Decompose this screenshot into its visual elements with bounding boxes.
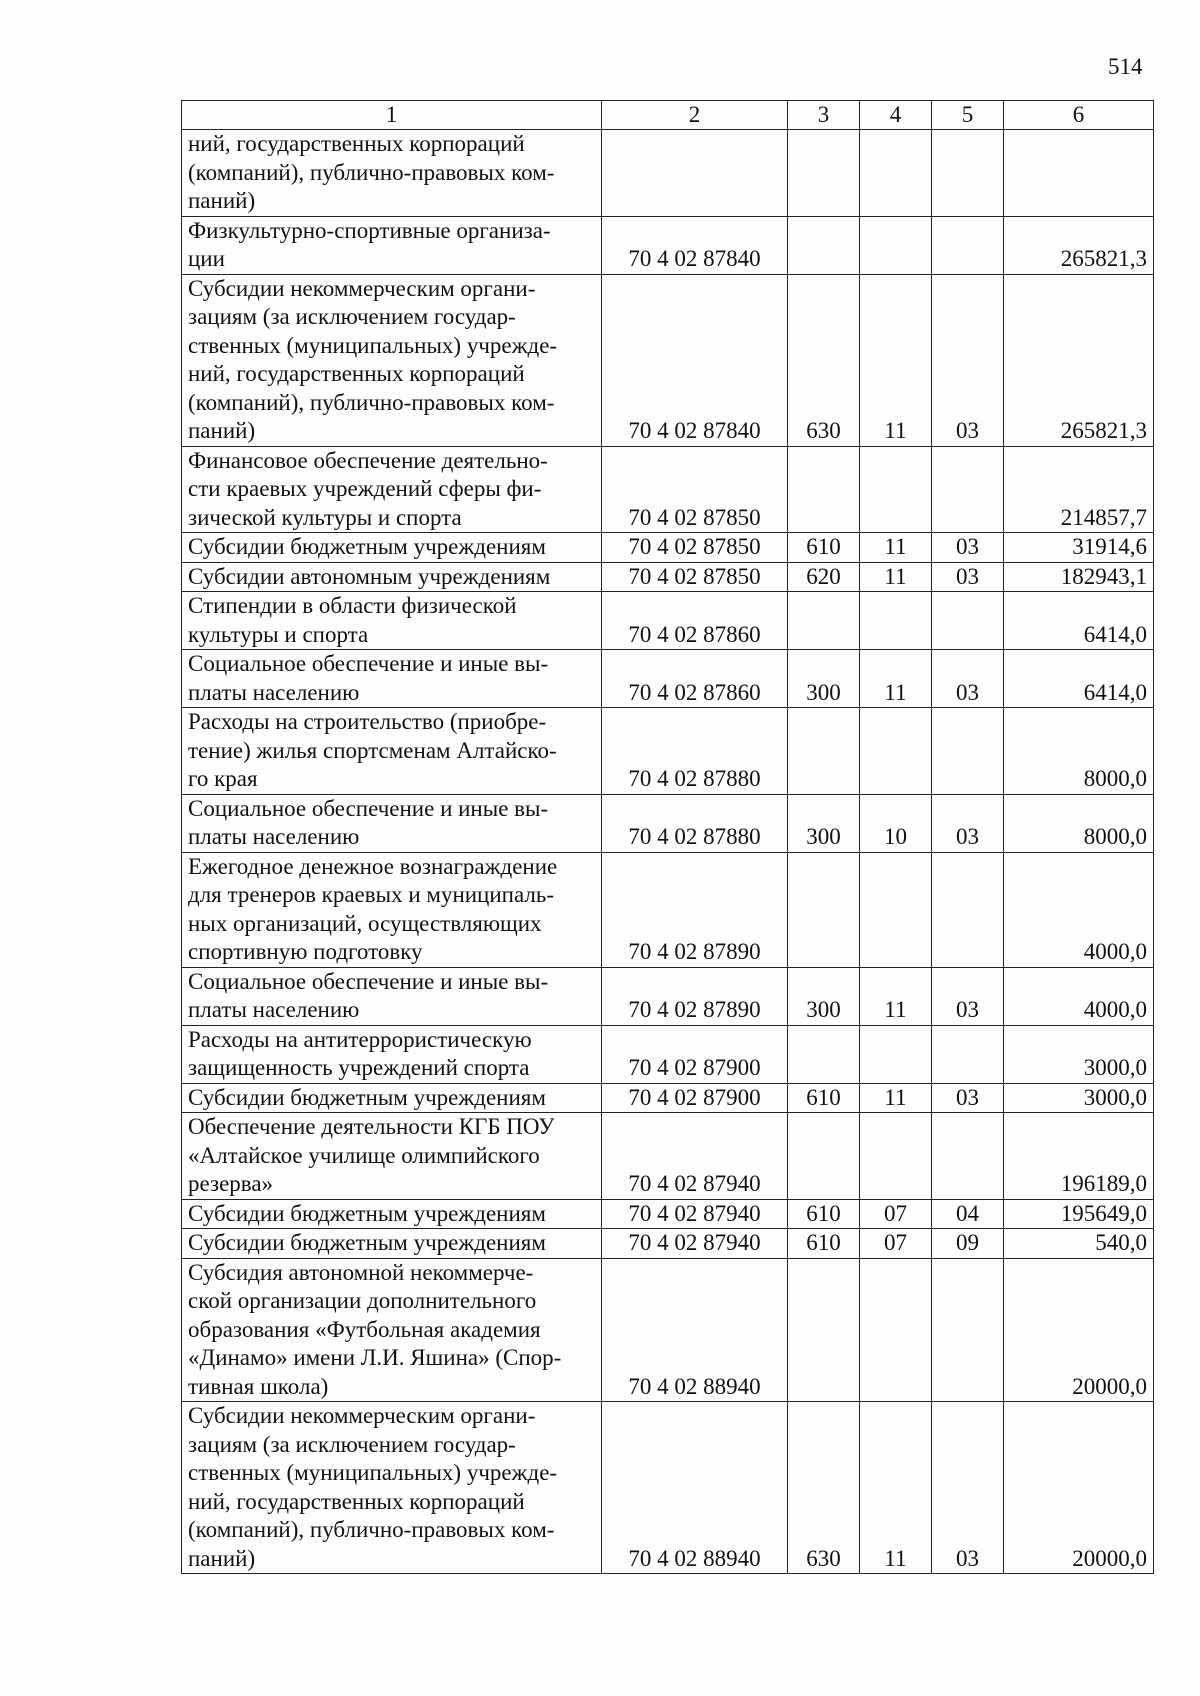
section-cell: 11 — [860, 650, 932, 708]
target-code-cell: 70 4 02 87860 — [602, 592, 788, 650]
amount-cell — [1004, 130, 1154, 217]
amount-cell: 8000,0 — [1004, 794, 1154, 852]
expense-name-line: ний, государственных корпораций — [188, 131, 525, 156]
expense-name-line: ных организаций, осуществляющих — [188, 910, 542, 936]
table-row — [182, 592, 1154, 650]
target-code-cell: 70 4 02 87940 — [602, 1199, 788, 1229]
expense-name-line: тение) жилья спортсменам Алтайско- — [188, 737, 557, 763]
subsection-cell — [932, 708, 1004, 795]
target-code-cell: 70 4 02 87880 — [602, 708, 788, 795]
subsection-cell: 03 — [932, 794, 1004, 852]
target-code-cell: 70 4 02 87840 — [602, 216, 788, 274]
subsection-cell — [932, 1113, 1004, 1200]
expense-name-line: Социальное обеспечение и иные вы- — [188, 795, 549, 821]
expense-name-cell — [182, 533, 602, 563]
section-cell: 07 — [860, 1229, 932, 1259]
expense-name-line: зациям (за исключением государ- — [188, 304, 516, 329]
amount-cell: 182943,1 — [1004, 562, 1154, 592]
expense-name-line: резерва» — [188, 1171, 274, 1196]
expense-name-line: ний, государственных корпораций — [188, 361, 525, 386]
expense-name-line: «Алтайское училище олимпийского — [188, 1142, 540, 1168]
expense-name-line: платы населению — [188, 824, 360, 849]
section-cell: 11 — [860, 533, 932, 563]
subsection-cell — [932, 216, 1004, 274]
expense-name-cell — [182, 562, 602, 592]
expense-name-line: для тренеров краевых и муниципаль- — [188, 882, 555, 907]
target-code-cell: 70 4 02 87900 — [602, 1083, 788, 1113]
subsection-cell: 03 — [932, 1083, 1004, 1113]
table-row — [182, 1258, 1154, 1402]
expense-type-cell: 610 — [788, 1229, 860, 1259]
amount-cell: 3000,0 — [1004, 1083, 1154, 1113]
expense-name-line: образования «Футбольная академия — [188, 1316, 541, 1342]
amount-cell: 196189,0 — [1004, 1113, 1154, 1200]
expense-name-line: платы населению — [188, 679, 360, 705]
expense-name-cell — [182, 1025, 602, 1083]
expense-name-cell — [182, 592, 602, 650]
target-code-cell: 70 4 02 87890 — [602, 852, 788, 967]
expense-type-cell — [788, 708, 860, 795]
table-row — [182, 1229, 1154, 1259]
table-row — [182, 1113, 1154, 1200]
amount-cell: 4000,0 — [1004, 967, 1154, 1025]
expense-name-line: спортивную подготовку — [188, 939, 423, 964]
expense-name-line: паний) — [188, 418, 256, 443]
amount-cell: 20000,0 — [1004, 1258, 1154, 1402]
table-row — [182, 216, 1154, 274]
section-cell — [860, 1258, 932, 1402]
amount-cell: 20000,0 — [1004, 1402, 1154, 1574]
table-row — [182, 274, 1154, 446]
expense-name-line: Субсидии бюджетным учреждениям — [188, 1230, 546, 1255]
expense-name-cell — [182, 967, 602, 1025]
expense-name-line: зациям (за исключением государ- — [188, 1431, 516, 1457]
expense-type-cell — [788, 1025, 860, 1083]
expense-name-line: Субсидии бюджетным учреждениям — [188, 1200, 546, 1226]
expense-type-cell — [788, 592, 860, 650]
expense-name-line: защищенность учреждений спорта — [188, 1055, 530, 1080]
table-row — [182, 533, 1154, 563]
header-row — [182, 101, 1154, 130]
page-number: 514 — [1108, 54, 1143, 79]
subsection-cell — [932, 130, 1004, 217]
expense-type-cell — [788, 446, 860, 533]
expense-name-line: Субсидия автономной некоммерче- — [188, 1259, 534, 1285]
expense-name-line: Социальное обеспечение и иные вы- — [188, 968, 549, 994]
expense-name-cell — [182, 1199, 602, 1229]
expense-name-cell — [182, 1113, 602, 1200]
section-cell: 10 — [860, 794, 932, 852]
expense-name-line: тивная школа) — [188, 1373, 329, 1399]
section-cell: 11 — [860, 274, 932, 446]
expense-name-line: (компаний), публично-правовых ком- — [188, 389, 555, 415]
expense-name-line: паний) — [188, 188, 256, 213]
section-cell: 11 — [860, 1402, 932, 1574]
amount-cell: 6414,0 — [1004, 650, 1154, 708]
subsection-cell — [932, 446, 1004, 533]
expense-name-line: ции — [188, 246, 225, 271]
expense-type-cell — [788, 1113, 860, 1200]
expense-name-line: Субсидии автономным учреждениям — [188, 563, 551, 589]
subsection-cell — [932, 1025, 1004, 1083]
section-cell — [860, 592, 932, 650]
target-code-cell: 70 4 02 87880 — [602, 794, 788, 852]
section-cell — [860, 708, 932, 795]
amount-cell: 8000,0 — [1004, 708, 1154, 795]
expense-name-line: ний, государственных корпораций — [188, 1488, 525, 1514]
table-row — [182, 708, 1154, 795]
expense-type-cell — [788, 852, 860, 967]
target-code-cell: 70 4 02 87850 — [602, 533, 788, 563]
amount-cell: 540,0 — [1004, 1229, 1154, 1259]
table-row — [182, 967, 1154, 1025]
expense-name-line: платы населению — [188, 997, 360, 1022]
table-row — [182, 446, 1154, 533]
expense-name-line: Финансовое обеспечение деятельно- — [188, 447, 548, 473]
expense-type-cell: 300 — [788, 967, 860, 1025]
target-code-cell: 70 4 02 87850 — [602, 446, 788, 533]
expense-type-cell: 610 — [788, 1083, 860, 1113]
table-body — [182, 130, 1154, 1574]
table-row — [182, 562, 1154, 592]
table-row — [182, 1199, 1154, 1229]
subsection-cell — [932, 852, 1004, 967]
expense-type-cell — [788, 130, 860, 217]
expense-type-cell: 300 — [788, 794, 860, 852]
table-row — [182, 1025, 1154, 1083]
expense-name-cell — [182, 1402, 602, 1574]
amount-cell: 265821,3 — [1004, 274, 1154, 446]
table-row — [182, 1402, 1154, 1574]
expense-name-line: Субсидии некоммерческим органи- — [188, 1403, 536, 1428]
target-code-cell: 70 4 02 87940 — [602, 1113, 788, 1200]
subsection-cell: 03 — [932, 562, 1004, 592]
expense-name-line: (компаний), публично-правовых ком- — [188, 1517, 555, 1542]
table-row — [182, 130, 1154, 217]
target-code-cell: 70 4 02 87940 — [602, 1229, 788, 1259]
expense-name-line: Субсидии некоммерческим органи- — [188, 275, 536, 301]
table-row — [182, 794, 1154, 852]
column-header: 4 — [860, 101, 932, 130]
target-code-cell: 70 4 02 87860 — [602, 650, 788, 708]
target-code-cell: 70 4 02 88940 — [602, 1258, 788, 1402]
expense-name-cell — [182, 1083, 602, 1113]
subsection-cell: 03 — [932, 967, 1004, 1025]
subsection-cell: 03 — [932, 1402, 1004, 1574]
expense-name-cell — [182, 446, 602, 533]
section-cell — [860, 1025, 932, 1083]
amount-cell: 31914,6 — [1004, 533, 1154, 563]
column-header: 1 — [182, 101, 602, 130]
expense-name-cell — [182, 1229, 602, 1259]
expense-name-cell — [182, 274, 602, 446]
amount-cell: 6414,0 — [1004, 592, 1154, 650]
expense-type-cell: 630 — [788, 274, 860, 446]
target-code-cell: 70 4 02 87900 — [602, 1025, 788, 1083]
amount-cell: 195649,0 — [1004, 1199, 1154, 1229]
subsection-cell — [932, 592, 1004, 650]
expense-type-cell — [788, 1258, 860, 1402]
expense-name-cell — [182, 852, 602, 967]
expense-type-cell — [788, 216, 860, 274]
expense-type-cell: 300 — [788, 650, 860, 708]
expense-name-line: паний) — [188, 1545, 256, 1571]
section-cell — [860, 852, 932, 967]
expense-name-line: Социальное обеспечение и иные вы- — [188, 651, 549, 676]
column-header: 5 — [932, 101, 1004, 130]
expense-name-line: Ежегодное денежное вознаграждение — [188, 853, 558, 879]
section-cell: 11 — [860, 1083, 932, 1113]
section-cell — [860, 1113, 932, 1200]
expense-name-line: Расходы на строительство (приобре- — [188, 709, 547, 734]
amount-cell: 265821,3 — [1004, 216, 1154, 274]
expense-type-cell: 610 — [788, 1199, 860, 1229]
expense-name-cell — [182, 650, 602, 708]
subsection-cell: 03 — [932, 274, 1004, 446]
target-code-cell: 70 4 02 87840 — [602, 274, 788, 446]
expense-name-line: Субсидии бюджетным учреждениям — [188, 1084, 546, 1110]
table-row — [182, 852, 1154, 967]
section-cell: 07 — [860, 1199, 932, 1229]
section-cell — [860, 446, 932, 533]
expense-name-line: го края — [188, 766, 258, 791]
subsection-cell — [932, 1258, 1004, 1402]
expense-name-line: ственных (муниципальных) учрежде- — [188, 332, 558, 358]
expense-name-line: зической культуры и спорта — [188, 504, 462, 530]
section-cell: 11 — [860, 967, 932, 1025]
expense-name-line: Субсидии бюджетным учреждениям — [188, 534, 546, 559]
budget-table — [181, 100, 1154, 1574]
expense-type-cell: 610 — [788, 533, 860, 563]
expense-name-line: Расходы на антитеррористическую — [188, 1026, 532, 1052]
subsection-cell: 03 — [932, 650, 1004, 708]
target-code-cell: 70 4 02 88940 — [602, 1402, 788, 1574]
column-header: 2 — [602, 101, 788, 130]
section-cell — [860, 216, 932, 274]
expense-type-cell: 620 — [788, 562, 860, 592]
expense-name-line: Обеспечение деятельности КГБ ПОУ — [188, 1114, 555, 1139]
expense-type-cell: 630 — [788, 1402, 860, 1574]
expense-name-line: «Динамо» имени Л.И. Яшина» (Спор- — [188, 1345, 562, 1370]
subsection-cell: 09 — [932, 1229, 1004, 1259]
target-code-cell: 70 4 02 87850 — [602, 562, 788, 592]
section-cell: 11 — [860, 562, 932, 592]
subsection-cell: 03 — [932, 533, 1004, 563]
table-row — [182, 1083, 1154, 1113]
expense-name-line: сти краевых учреждений сферы фи- — [188, 476, 542, 501]
target-code-cell — [602, 130, 788, 217]
expense-name-line: ской организации дополнительного — [188, 1288, 537, 1313]
expense-name-cell — [182, 708, 602, 795]
expense-name-cell — [182, 216, 602, 274]
section-cell — [860, 130, 932, 217]
expense-name-line: культуры и спорта — [188, 621, 369, 647]
table-row — [182, 650, 1154, 708]
expense-name-line: ственных (муниципальных) учрежде- — [188, 1460, 558, 1485]
column-header: 6 — [1004, 101, 1154, 130]
amount-cell: 3000,0 — [1004, 1025, 1154, 1083]
target-code-cell: 70 4 02 87890 — [602, 967, 788, 1025]
expense-name-cell — [182, 794, 602, 852]
expense-name-line: (компаний), публично-правовых ком- — [188, 159, 555, 185]
expense-name-line: Стипендии в области физической — [188, 593, 517, 618]
amount-cell: 214857,7 — [1004, 446, 1154, 533]
expense-name-cell — [182, 1258, 602, 1402]
subsection-cell: 04 — [932, 1199, 1004, 1229]
amount-cell: 4000,0 — [1004, 852, 1154, 967]
expense-name-line: Физкультурно-спортивные организа- — [188, 217, 551, 243]
expense-name-cell — [182, 130, 602, 217]
column-header: 3 — [788, 101, 860, 130]
